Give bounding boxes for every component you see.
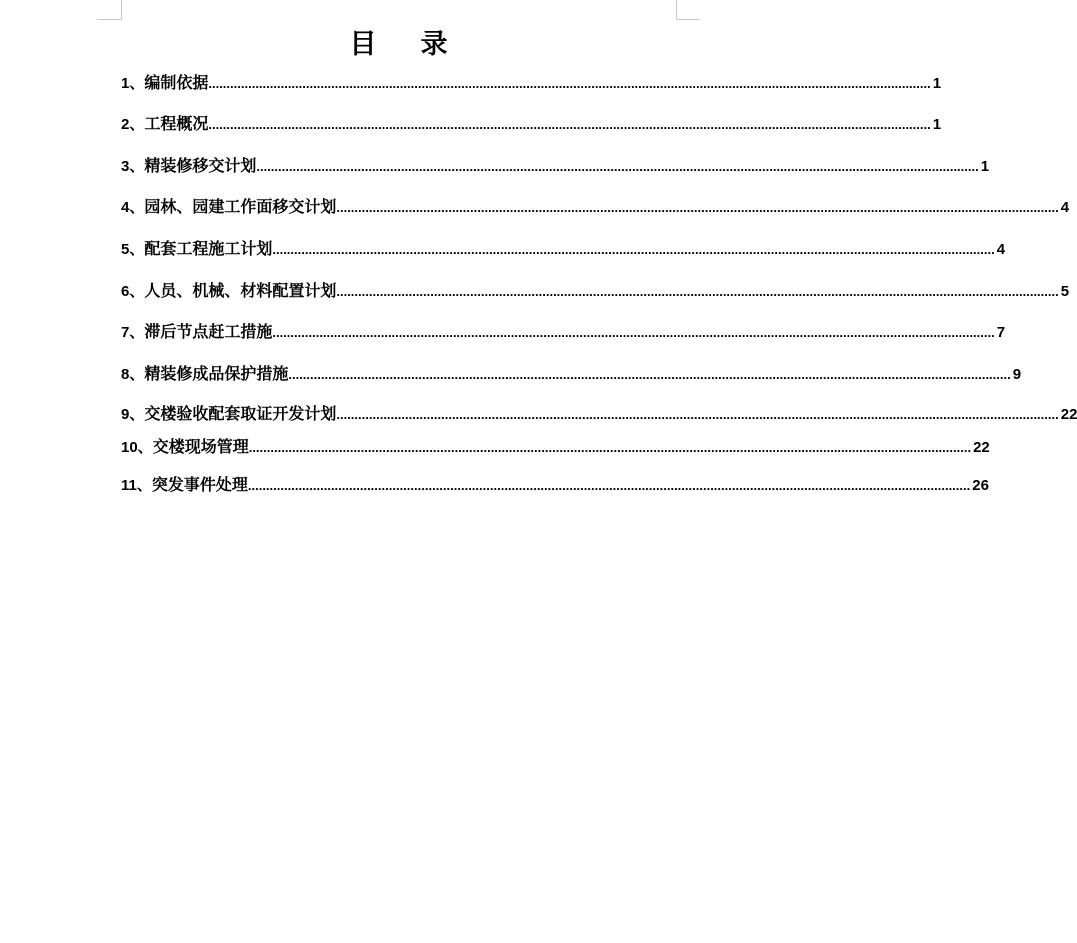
toc-entry[interactable] [121, 73, 942, 94]
toc-entry-title: 配套工程施工计划 [144, 239, 273, 258]
toc-entry[interactable] [121, 239, 1006, 260]
toc-entry-page: 9 [1012, 366, 1022, 383]
toc-entry-title: 园林、园建工作面移交计划 [144, 197, 337, 216]
toc-entry[interactable] [121, 197, 1070, 218]
toc-entry-title: 交楼现场管理 [152, 437, 249, 456]
toc-entry-page: 4 [996, 241, 1006, 258]
toc-leader-dots: ........................................................................................................................................................................................................ [248, 440, 972, 455]
toc-entry-title: 滞后节点赶工措施 [144, 322, 273, 341]
toc-leader-dots: ........................................................................................................................................................................................................ [256, 159, 979, 174]
toc-leader-dots: ........................................................................................................................................................................................................ [336, 284, 1059, 299]
toc-title-char-1: 目 [349, 29, 377, 60]
toc-entry-number: 9、 [121, 406, 145, 423]
toc-leader-dots: ........................................................................................................................................................................................................ [272, 325, 995, 340]
toc-entry-number: 2、 [121, 116, 145, 133]
toc-leader-dots: ........................................................................................................................................................................................................ [208, 117, 931, 132]
toc-entry-number: 8、 [121, 366, 145, 383]
crop-mark-top-left-vertical [121, 0, 122, 20]
toc-entry-number: 7、 [121, 324, 145, 341]
toc-entry-page: 7 [996, 324, 1006, 341]
toc-leader-dots: ........................................................................................................................................................................................................ [288, 367, 1011, 382]
toc-entry-title: 精装修移交计划 [144, 156, 257, 175]
toc-entry[interactable] [121, 281, 1070, 302]
toc-leader-dots: ........................................................................................................................................................................................................ [208, 76, 931, 91]
toc-leader-dots: ........................................................................................................................................................................................................ [336, 200, 1059, 215]
toc-entry-number: 10、 [121, 439, 153, 456]
toc-leader-dots: ........................................................................................................................................................................................................ [272, 242, 995, 257]
toc-entry[interactable] [121, 322, 1006, 343]
toc-entry[interactable] [121, 364, 1022, 385]
toc-entry[interactable] [121, 114, 942, 135]
toc-leader-dots: ........................................................................................................................................................................................................ [247, 478, 971, 493]
crop-mark-top-right [676, 19, 700, 20]
toc-entry[interactable] [121, 156, 990, 177]
toc-entry-number: 6、 [121, 283, 145, 300]
toc-entry-number: 5、 [121, 241, 145, 258]
toc-title [0, 22, 797, 61]
toc-entry-number: 11、 [121, 477, 152, 494]
toc-entry-page: 1 [980, 158, 990, 175]
toc-entry-page: 1 [932, 75, 942, 92]
toc-entry[interactable] [121, 437, 990, 458]
toc-entry-number: 1、 [121, 75, 145, 92]
toc-entry-page: 26 [972, 477, 989, 494]
crop-mark-top-left [97, 19, 121, 20]
toc-entry-number: 3、 [121, 158, 145, 175]
toc-entry-title: 突发事件处理 [151, 475, 248, 494]
toc-entry[interactable] [121, 475, 989, 496]
toc-entry-page: 4 [1060, 199, 1070, 216]
crop-mark-top-right-vertical [676, 0, 677, 20]
toc-title-char-2: 录 [420, 29, 448, 60]
toc-entry[interactable] [121, 404, 1077, 425]
toc-entry-title: 编制依据 [144, 73, 209, 92]
toc-entry-title: 工程概况 [144, 114, 209, 133]
toc-entry-page: 5 [1060, 283, 1070, 300]
toc-leader-dots: ........................................................................................................................................................................................................ [336, 407, 1059, 422]
toc-entry-page: 22 [973, 439, 990, 456]
toc-entry-page: 22 [1060, 406, 1077, 423]
toc-entry-page: 1 [932, 116, 942, 133]
toc-entry-title: 交楼验收配套取证开发计划 [144, 404, 337, 423]
toc-entry-number: 4、 [121, 199, 145, 216]
toc-entry-title: 人员、机械、材料配置计划 [144, 281, 337, 300]
toc-entry-title: 精装修成品保护措施 [144, 364, 289, 383]
